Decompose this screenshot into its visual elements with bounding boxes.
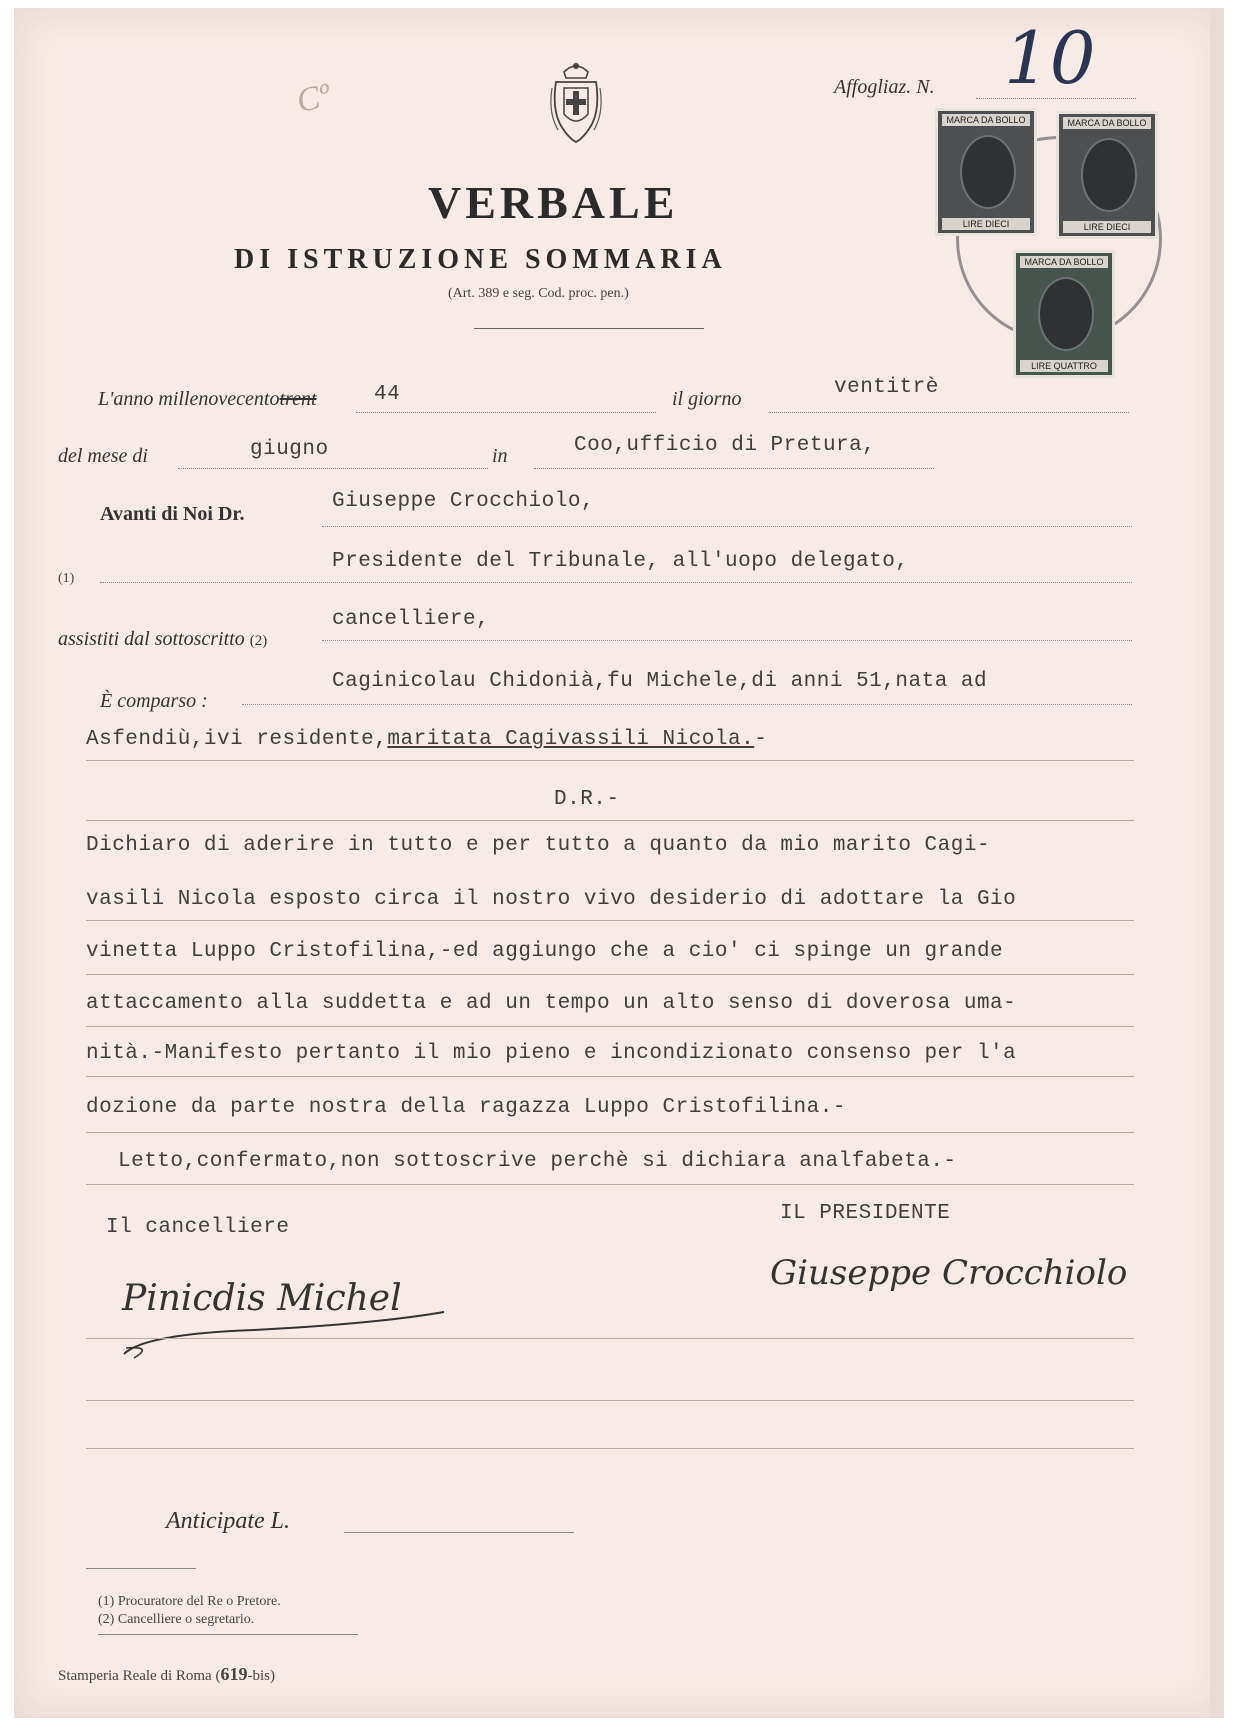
giorno-line bbox=[769, 412, 1129, 413]
in-label: in bbox=[492, 445, 508, 467]
cancelliere-signature bbox=[114, 1266, 454, 1366]
comparso-line bbox=[242, 704, 1132, 705]
assistiti-line bbox=[322, 640, 1132, 641]
printer-suffix: -bis) bbox=[247, 1668, 275, 1684]
ref1-line bbox=[100, 582, 1132, 583]
anno-value: 44 bbox=[374, 383, 401, 406]
closing-line: Letto,confermato,non sottoscrive perchè si dichiara analfabeta.- bbox=[118, 1150, 957, 1173]
body-line-5 bbox=[86, 1076, 1134, 1077]
stamp-1-value: LIRE DIECI bbox=[942, 218, 1030, 230]
giorno-value: ventitrè bbox=[834, 376, 939, 399]
footnote-2: (2) Cancelliere o segretario. bbox=[98, 1612, 255, 1627]
body-text-line: vinetta Luppo Cristofilina,-ed aggiungo che a cio' ci spinge un grande bbox=[86, 940, 1004, 963]
body-line-6 bbox=[86, 1132, 1134, 1133]
anno-label bbox=[98, 388, 317, 411]
ref1-label: (1) bbox=[58, 571, 75, 586]
title-rule bbox=[474, 328, 704, 329]
body-line-2 bbox=[86, 920, 1134, 921]
body-text-line: nità.-Manifesto pertanto il mio pieno e incondizionato consenso per l'a bbox=[86, 1042, 1017, 1065]
printer-line bbox=[58, 1664, 275, 1685]
comparso-cont-a: Asfendiù,ivi residente, bbox=[86, 728, 388, 751]
avanti-value: Giuseppe Crocchiolo, bbox=[332, 490, 595, 513]
mese-label: del mese di bbox=[58, 445, 148, 467]
body-line-1 bbox=[86, 820, 1134, 821]
anno-label-text: L'anno millenovecento bbox=[98, 388, 280, 410]
body-text-line: dozione da parte nostra della ragazza Luppo Cristofilina.- bbox=[86, 1096, 846, 1119]
stamp-3-header: MARCA DA BOLLO bbox=[1020, 256, 1108, 268]
document-subtitle: DI ISTRUZIONE SOMMARIA bbox=[234, 244, 727, 275]
ref1-value: Presidente del Tribunale, all'uopo delegato, bbox=[332, 550, 909, 573]
comparso-continuation bbox=[86, 728, 767, 751]
assistiti-label-text: assistiti dal sottoscritto bbox=[58, 628, 245, 650]
body-line-7 bbox=[86, 1184, 1134, 1185]
empty-line bbox=[86, 1338, 1134, 1339]
footnote-rule bbox=[86, 1568, 196, 1569]
stamp-3-value: LIRE QUATTRO bbox=[1020, 360, 1108, 372]
body-line-0 bbox=[86, 760, 1134, 761]
body-text-line: Dichiaro di aderire in tutto e per tutto a quanto da mio marito Cagi- bbox=[86, 834, 991, 857]
stamp-2-value: LIRE DIECI bbox=[1063, 221, 1151, 233]
comparso-cont-c: - bbox=[754, 728, 768, 751]
avanti-label: Avanti di Noi Dr. bbox=[100, 503, 245, 525]
corner-pencil-mark: Cº bbox=[293, 76, 334, 121]
body-line-3 bbox=[86, 974, 1134, 975]
revenue-stamp-2 bbox=[1056, 111, 1158, 239]
assistiti-value: cancelliere, bbox=[332, 608, 490, 631]
affogliaz-label: Affogliaz. N. bbox=[834, 76, 935, 98]
stamp-portrait-icon bbox=[1081, 138, 1137, 212]
comparso-label: È comparso : bbox=[100, 690, 208, 712]
coat-of-arms-icon bbox=[546, 58, 606, 148]
empty-line bbox=[86, 1400, 1134, 1401]
assistiti-ref: (2) bbox=[249, 633, 268, 649]
document-title: VERBALE bbox=[428, 177, 679, 228]
body-line-4 bbox=[86, 1026, 1134, 1027]
footnote-rule-2 bbox=[98, 1634, 358, 1635]
giorno-label: il giorno bbox=[672, 388, 742, 410]
avanti-line bbox=[322, 526, 1132, 527]
presidente-signature bbox=[764, 1242, 1128, 1322]
affogliaz-number: 10 bbox=[1004, 16, 1096, 100]
document-sheet bbox=[14, 8, 1224, 1718]
comparso-value: Caginicolau Chidonià,fu Michele,di anni 51,nata ad bbox=[332, 670, 988, 693]
mese-line bbox=[178, 468, 488, 469]
article-reference: (Art. 389 e seg. Cod. proc. pen.) bbox=[448, 286, 629, 301]
stamp-portrait-icon bbox=[1038, 277, 1094, 351]
presidente-label: IL PRESIDENTE bbox=[780, 1202, 951, 1225]
cancelliere-signature-text: Pinicdis Michel bbox=[122, 1278, 402, 1319]
body-text-line: vasili Nicola esposto circa il nostro vivo desiderio di adottare la Gio bbox=[86, 888, 1017, 911]
empty-line bbox=[86, 1448, 1134, 1449]
printer-number: 619 bbox=[220, 1664, 248, 1684]
revenue-stamp-3 bbox=[1013, 250, 1115, 378]
cancelliere-label: Il cancelliere bbox=[106, 1216, 290, 1239]
body-text-line: attaccamento alla suddetta e ad un tempo un alto senso di doverosa uma- bbox=[86, 992, 1017, 1015]
stamp-2-header: MARCA DA BOLLO bbox=[1063, 117, 1151, 129]
stamp-portrait-icon bbox=[960, 135, 1016, 209]
luogo-value: Coo,ufficio di Pretura, bbox=[574, 434, 876, 457]
mese-value: giugno bbox=[250, 438, 329, 461]
stamp-1-header: MARCA DA BOLLO bbox=[942, 114, 1030, 126]
anticipate-label: Anticipate L. bbox=[166, 1508, 290, 1534]
footnote-1: (1) Procuratore del Re o Pretore. bbox=[98, 1594, 281, 1609]
dr-heading: D.R.- bbox=[554, 788, 620, 811]
anno-line bbox=[356, 412, 656, 413]
luogo-line bbox=[534, 468, 934, 469]
paper-edge bbox=[1210, 8, 1224, 1718]
comparso-cont-b: maritata Cagivassili Nicola. bbox=[387, 728, 755, 751]
revenue-stamp-1 bbox=[935, 108, 1037, 236]
anticipate-line bbox=[344, 1532, 574, 1533]
anno-struck-text: trent bbox=[279, 388, 317, 410]
assistiti-label bbox=[58, 628, 267, 651]
printer-name: Stamperia Reale di Roma ( bbox=[58, 1668, 221, 1684]
presidente-signature-text: Giuseppe Crocchiolo bbox=[770, 1253, 1128, 1293]
